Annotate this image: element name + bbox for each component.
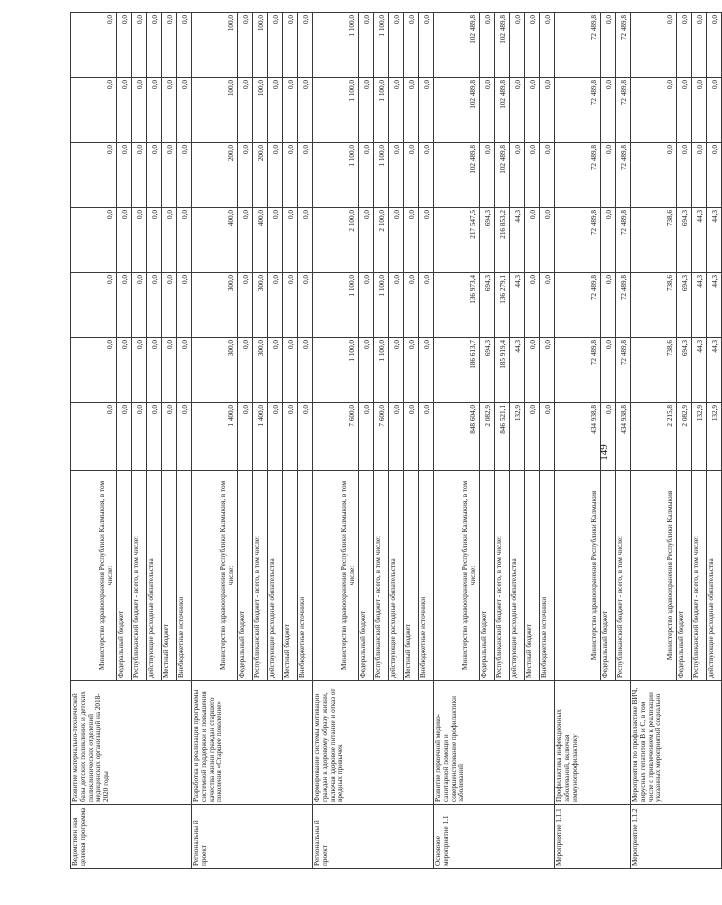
value-cell: 1 100,0: [374, 338, 389, 403]
value-cell: 848 604,0: [434, 403, 480, 471]
value-cell: 132,9: [707, 403, 722, 471]
funding-source-cell: Министерство здравоохранения Республики Калмыкия, в том числе:: [313, 471, 359, 681]
value-cell: 0,0: [147, 208, 162, 273]
value-cell: 0,0: [631, 13, 677, 78]
value-cell: 132,9: [510, 403, 525, 471]
value-cell: 0,0: [525, 273, 540, 338]
value-cell: 0,0: [389, 143, 404, 208]
funding-source-cell: действующие расходные обязательства: [510, 471, 525, 681]
value-cell: 0,0: [132, 403, 147, 471]
value-cell: 1 100,0: [374, 13, 389, 78]
value-cell: 738,6: [631, 273, 677, 338]
value-cell: 0,0: [601, 13, 616, 78]
value-cell: 44,3: [707, 273, 722, 338]
value-cell: 0,0: [601, 338, 616, 403]
value-cell: 0,0: [238, 273, 253, 338]
value-cell: 1 100,0: [313, 78, 359, 143]
value-cell: 0,0: [419, 13, 434, 78]
table-row: [434, 13, 480, 869]
value-cell: 1 100,0: [374, 143, 389, 208]
value-cell: 72 489,8: [616, 273, 631, 338]
value-cell: 0,0: [389, 13, 404, 78]
value-cell: 0,0: [117, 78, 132, 143]
row-name-cell: Мероприятия по профилактике ВИЧ, вирусных гепатитов В и С, в том числе с привлечением к реализации указанных мероприятий социально: [631, 681, 722, 805]
page-number: 149: [598, 444, 610, 461]
funding-source-cell: Министерство здравоохранения Республики Калмыкия: [555, 471, 601, 681]
value-cell: 102 489,8: [495, 13, 510, 78]
table-row: [631, 13, 677, 869]
value-cell: 0,0: [238, 338, 253, 403]
value-cell: 0,0: [117, 338, 132, 403]
value-cell: 72 489,8: [616, 338, 631, 403]
value-cell: 0,0: [359, 338, 374, 403]
value-cell: 1 100,0: [374, 273, 389, 338]
value-cell: 0,0: [359, 208, 374, 273]
funding-source-cell: Республиканский бюджет - всего, в том числе:: [495, 471, 510, 681]
value-cell: 0,0: [71, 338, 117, 403]
value-cell: 0,0: [298, 403, 313, 471]
value-cell: 0,0: [601, 208, 616, 273]
value-cell: 0,0: [117, 403, 132, 471]
value-cell: 0,0: [177, 273, 192, 338]
value-cell: 0,0: [419, 273, 434, 338]
value-cell: 0,0: [631, 143, 677, 208]
value-cell: 300,0: [253, 273, 268, 338]
row-category-cell: Мероприятие 1.1.2: [631, 805, 722, 869]
value-cell: 0,0: [677, 78, 692, 143]
value-cell: 0,0: [480, 13, 495, 78]
value-cell: 0,0: [510, 13, 525, 78]
value-cell: 0,0: [71, 273, 117, 338]
value-cell: 72 489,8: [616, 78, 631, 143]
funding-source-cell: Федеральный бюджет: [117, 471, 132, 681]
value-cell: 2 100,0: [374, 208, 389, 273]
value-cell: 2 082,9: [480, 403, 495, 471]
funding-source-cell: Внебюджетные источники: [177, 471, 192, 681]
value-cell: 0,0: [298, 273, 313, 338]
value-cell: 0,0: [404, 208, 419, 273]
value-cell: 0,0: [238, 208, 253, 273]
value-cell: 694,3: [480, 273, 495, 338]
funding-source-cell: Федеральный бюджет: [601, 471, 616, 681]
value-cell: 0,0: [177, 403, 192, 471]
value-cell: 72 489,8: [616, 13, 631, 78]
value-cell: 0,0: [389, 208, 404, 273]
value-cell: 0,0: [525, 403, 540, 471]
value-cell: 44,3: [510, 208, 525, 273]
row-name-cell: Развитие первичной медико-санитарной помощи и совершенствование профилактики заболеваний: [434, 681, 555, 805]
row-name-cell: Формирование системы мотивации граждан к здоровому образу жизни, включая здоровое питание и отказ от вредных привычек: [313, 681, 434, 805]
value-cell: 44,3: [707, 338, 722, 403]
value-cell: 0,0: [298, 13, 313, 78]
funding-source-cell: Министерство здравоохранения Республики Калмыкия, в том числе:: [434, 471, 480, 681]
value-cell: 0,0: [298, 338, 313, 403]
value-cell: 300,0: [192, 338, 238, 403]
value-cell: 0,0: [404, 403, 419, 471]
value-cell: 0,0: [525, 208, 540, 273]
value-cell: 0,0: [238, 403, 253, 471]
value-cell: 434 938,8: [616, 403, 631, 471]
value-cell: 72 489,8: [555, 13, 601, 78]
value-cell: 0,0: [707, 143, 722, 208]
value-cell: 0,0: [117, 208, 132, 273]
funding-source-cell: действующие расходные обязательства: [147, 471, 162, 681]
value-cell: 0,0: [283, 338, 298, 403]
funding-source-cell: действующие расходные обязательства: [389, 471, 404, 681]
value-cell: 694,3: [677, 273, 692, 338]
table-row: [313, 13, 359, 869]
funding-source-cell: Республиканский бюджет - всего, в том числе:: [616, 471, 631, 681]
value-cell: 0,0: [389, 338, 404, 403]
row-name-cell: Развитие материально-технической базы детских поликлиник и детских поликлинических отделений медицинских организаций на 2018-2020 годы: [71, 681, 192, 805]
value-cell: 0,0: [238, 143, 253, 208]
value-cell: 1 100,0: [313, 273, 359, 338]
value-cell: 0,0: [631, 78, 677, 143]
value-cell: 0,0: [525, 13, 540, 78]
value-cell: 0,0: [540, 208, 555, 273]
value-cell: 1 100,0: [313, 338, 359, 403]
value-cell: 0,0: [117, 273, 132, 338]
budget-table: [70, 12, 722, 869]
value-cell: 200,0: [192, 143, 238, 208]
value-cell: 216 853,2: [495, 208, 510, 273]
value-cell: 0,0: [162, 338, 177, 403]
value-cell: 0,0: [692, 13, 707, 78]
value-cell: 0,0: [525, 78, 540, 143]
value-cell: 217 547,5: [434, 208, 480, 273]
funding-source-cell: Министерство здравоохранения Республики Калмыкия, в том числе:: [192, 471, 238, 681]
value-cell: 0,0: [147, 78, 162, 143]
funding-source-cell: действующие расходные обязательства: [707, 471, 722, 681]
funding-source-cell: действующие расходные обязательства: [268, 471, 283, 681]
value-cell: 0,0: [268, 208, 283, 273]
funding-source-cell: Местный бюджет: [525, 471, 540, 681]
value-cell: 186 613,7: [434, 338, 480, 403]
value-cell: 434 938,8: [555, 403, 601, 471]
value-cell: 0,0: [177, 13, 192, 78]
row-category-cell: Региональны й проект: [313, 805, 434, 869]
value-cell: 0,0: [162, 78, 177, 143]
value-cell: 0,0: [268, 78, 283, 143]
row-category-cell: Региональны й проект: [192, 805, 313, 869]
funding-source-cell: Местный бюджет: [162, 471, 177, 681]
funding-source-cell: Республиканский бюджет - всего, в том числе:: [253, 471, 268, 681]
value-cell: 0,0: [359, 143, 374, 208]
value-cell: 0,0: [404, 273, 419, 338]
value-cell: 0,0: [601, 403, 616, 471]
row-name-cell: Профилактика инфекционных заболеваний, включая иммунопрофилактику: [555, 681, 631, 805]
value-cell: 0,0: [359, 13, 374, 78]
value-cell: 0,0: [283, 143, 298, 208]
value-cell: 72 489,8: [555, 208, 601, 273]
funding-source-cell: Внебюджетные источники: [540, 471, 555, 681]
value-cell: 0,0: [162, 143, 177, 208]
value-cell: 100,0: [192, 13, 238, 78]
value-cell: 0,0: [117, 143, 132, 208]
value-cell: 2 215,8: [631, 403, 677, 471]
value-cell: 0,0: [268, 273, 283, 338]
value-cell: 400,0: [253, 208, 268, 273]
value-cell: 136 279,1: [495, 273, 510, 338]
value-cell: 44,3: [510, 273, 525, 338]
value-cell: 136 973,4: [434, 273, 480, 338]
value-cell: 0,0: [404, 13, 419, 78]
value-cell: 102 489,8: [495, 143, 510, 208]
value-cell: 0,0: [677, 13, 692, 78]
value-cell: 0,0: [132, 208, 147, 273]
value-cell: 0,0: [132, 143, 147, 208]
value-cell: 102 489,8: [495, 78, 510, 143]
funding-source-cell: Республиканский бюджет - всего, в том числе:: [374, 471, 389, 681]
value-cell: 0,0: [162, 208, 177, 273]
value-cell: 0,0: [147, 143, 162, 208]
value-cell: 0,0: [71, 143, 117, 208]
value-cell: 0,0: [238, 78, 253, 143]
value-cell: 0,0: [283, 78, 298, 143]
value-cell: 0,0: [162, 273, 177, 338]
value-cell: 0,0: [283, 273, 298, 338]
value-cell: 72 489,8: [555, 338, 601, 403]
value-cell: 0,0: [419, 78, 434, 143]
value-cell: 0,0: [692, 78, 707, 143]
funding-source-cell: Внебюджетные источники: [298, 471, 313, 681]
value-cell: 0,0: [525, 338, 540, 403]
value-cell: 0,0: [132, 273, 147, 338]
value-cell: 0,0: [283, 403, 298, 471]
value-cell: 0,0: [540, 143, 555, 208]
value-cell: 694,3: [677, 338, 692, 403]
value-cell: 102 489,8: [434, 78, 480, 143]
value-cell: 44,3: [692, 273, 707, 338]
value-cell: 1 100,0: [313, 13, 359, 78]
value-cell: 0,0: [540, 403, 555, 471]
value-cell: 0,0: [147, 273, 162, 338]
row-category-cell: Ведомствен ная целевая программа: [71, 805, 192, 869]
value-cell: 72 489,8: [616, 208, 631, 273]
funding-source-cell: Федеральный бюджет: [480, 471, 495, 681]
value-cell: 0,0: [389, 78, 404, 143]
value-cell: 44,3: [510, 338, 525, 403]
value-cell: 0,0: [283, 208, 298, 273]
funding-source-cell: Федеральный бюджет: [359, 471, 374, 681]
value-cell: 44,3: [692, 338, 707, 403]
value-cell: 0,0: [404, 143, 419, 208]
value-cell: 44,3: [707, 208, 722, 273]
value-cell: 0,0: [359, 403, 374, 471]
value-cell: 0,0: [480, 143, 495, 208]
value-cell: 0,0: [147, 13, 162, 78]
value-cell: 0,0: [177, 208, 192, 273]
funding-source-cell: Министерство здравоохранения Республики Калмыкия, в том числе:: [71, 471, 117, 681]
value-cell: 300,0: [253, 338, 268, 403]
value-cell: 846 521,1: [495, 403, 510, 471]
value-cell: 102 489,8: [434, 143, 480, 208]
value-cell: 738,6: [631, 338, 677, 403]
value-cell: 0,0: [540, 13, 555, 78]
value-cell: 0,0: [177, 143, 192, 208]
value-cell: 2 082,9: [677, 403, 692, 471]
value-cell: 0,0: [298, 78, 313, 143]
value-cell: 0,0: [419, 208, 434, 273]
value-cell: 0,0: [71, 78, 117, 143]
value-cell: 0,0: [692, 143, 707, 208]
value-cell: 0,0: [404, 78, 419, 143]
value-cell: 72 489,8: [616, 143, 631, 208]
value-cell: 72 489,8: [555, 273, 601, 338]
value-cell: 0,0: [707, 13, 722, 78]
funding-source-cell: Министерство здравоохранения Республики Калмыкия: [631, 471, 677, 681]
value-cell: 0,0: [162, 403, 177, 471]
value-cell: 0,0: [601, 143, 616, 208]
row-name-cell: Разработка и реализация программы системной поддержки и повышения качества жизни граждан старшего поколения «Старшее поколение»: [192, 681, 313, 805]
value-cell: 100,0: [253, 78, 268, 143]
value-cell: 0,0: [404, 338, 419, 403]
value-cell: 0,0: [419, 143, 434, 208]
value-cell: 0,0: [525, 143, 540, 208]
value-cell: 102 489,8: [434, 13, 480, 78]
table-row: [192, 13, 238, 869]
value-cell: 1 100,0: [313, 143, 359, 208]
value-cell: 0,0: [389, 403, 404, 471]
value-cell: 694,3: [677, 208, 692, 273]
value-cell: 132,9: [692, 403, 707, 471]
funding-source-cell: Федеральный бюджет: [238, 471, 253, 681]
value-cell: 300,0: [192, 273, 238, 338]
value-cell: 0,0: [71, 13, 117, 78]
value-cell: 0,0: [359, 273, 374, 338]
funding-source-cell: Местный бюджет: [404, 471, 419, 681]
value-cell: 0,0: [268, 338, 283, 403]
value-cell: 0,0: [132, 13, 147, 78]
value-cell: 72 489,8: [555, 143, 601, 208]
value-cell: 400,0: [192, 208, 238, 273]
funding-source-cell: Республиканский бюджет - всего, в том числе:: [132, 471, 147, 681]
value-cell: 44,3: [692, 208, 707, 273]
value-cell: 1 100,0: [374, 78, 389, 143]
value-cell: 0,0: [283, 13, 298, 78]
value-cell: 0,0: [162, 13, 177, 78]
value-cell: 0,0: [510, 78, 525, 143]
value-cell: 0,0: [177, 78, 192, 143]
value-cell: 0,0: [298, 143, 313, 208]
value-cell: 0,0: [480, 78, 495, 143]
value-cell: 0,0: [132, 78, 147, 143]
value-cell: 2 100,0: [313, 208, 359, 273]
value-cell: 0,0: [147, 338, 162, 403]
value-cell: 0,0: [268, 143, 283, 208]
value-cell: 72 489,8: [555, 78, 601, 143]
value-cell: 7 600,0: [313, 403, 359, 471]
value-cell: 0,0: [117, 13, 132, 78]
value-cell: 0,0: [132, 338, 147, 403]
value-cell: 0,0: [601, 273, 616, 338]
funding-source-cell: Местный бюджет: [283, 471, 298, 681]
funding-source-cell: Внебюджетные источники: [419, 471, 434, 681]
value-cell: 738,6: [631, 208, 677, 273]
value-cell: 0,0: [147, 403, 162, 471]
table-row: [555, 13, 601, 869]
table-row: [71, 13, 117, 869]
value-cell: 185 919,4: [495, 338, 510, 403]
value-cell: 200,0: [253, 143, 268, 208]
value-cell: 0,0: [540, 338, 555, 403]
value-cell: 0,0: [419, 403, 434, 471]
value-cell: 0,0: [707, 78, 722, 143]
value-cell: 694,3: [480, 208, 495, 273]
value-cell: 0,0: [540, 273, 555, 338]
value-cell: 0,0: [359, 78, 374, 143]
value-cell: 0,0: [540, 78, 555, 143]
value-cell: 0,0: [677, 143, 692, 208]
value-cell: 0,0: [601, 78, 616, 143]
value-cell: 0,0: [510, 143, 525, 208]
value-cell: 0,0: [298, 208, 313, 273]
value-cell: 1 400,0: [253, 403, 268, 471]
value-cell: 100,0: [192, 78, 238, 143]
value-cell: 0,0: [419, 338, 434, 403]
value-cell: 0,0: [71, 403, 117, 471]
value-cell: 100,0: [253, 13, 268, 78]
value-cell: 0,0: [238, 13, 253, 78]
value-cell: 0,0: [389, 273, 404, 338]
value-cell: 7 600,0: [374, 403, 389, 471]
funding-source-cell: Федеральный бюджет: [677, 471, 692, 681]
value-cell: 694,3: [480, 338, 495, 403]
row-category-cell: Мероприятие 1.1.1: [555, 805, 631, 869]
value-cell: 0,0: [268, 13, 283, 78]
value-cell: 1 400,0: [192, 403, 238, 471]
funding-source-cell: Республиканский бюджет - всего, в том числе:: [692, 471, 707, 681]
value-cell: 0,0: [268, 403, 283, 471]
row-category-cell: Основное мероприятие 1.1: [434, 805, 555, 869]
value-cell: 0,0: [71, 208, 117, 273]
value-cell: 0,0: [177, 338, 192, 403]
